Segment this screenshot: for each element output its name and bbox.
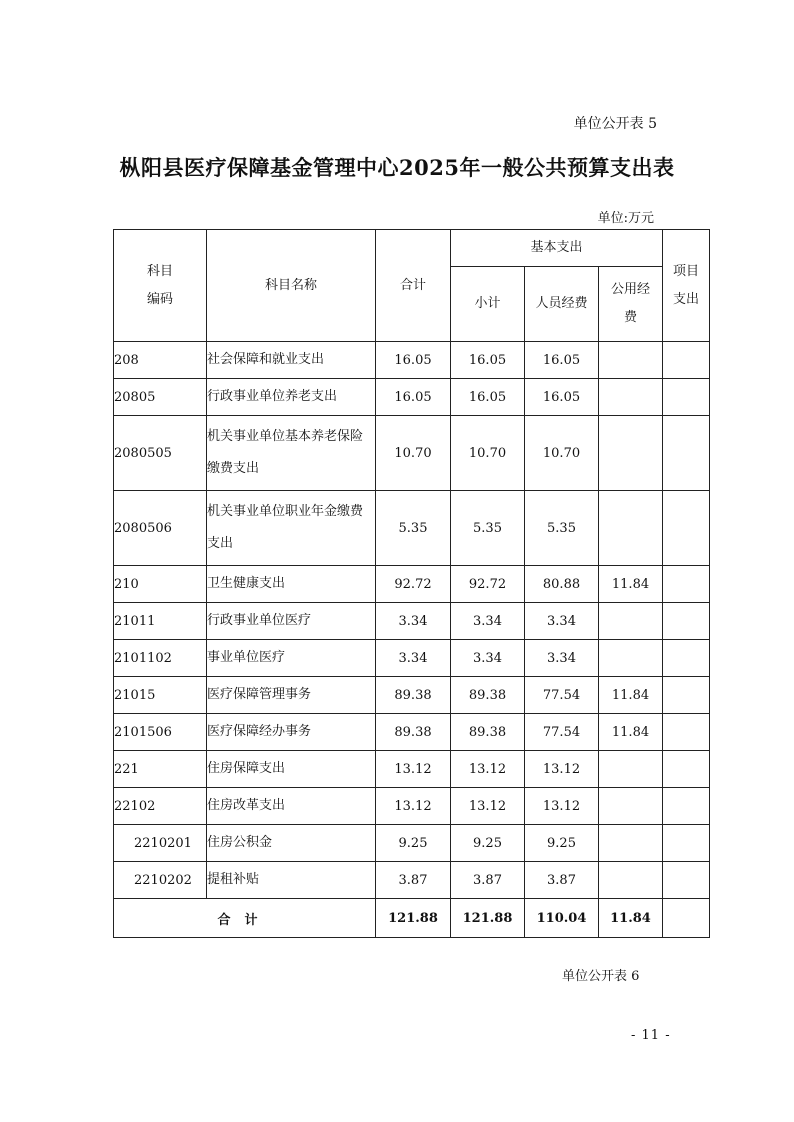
header-project — [663, 230, 710, 342]
table-row — [114, 788, 710, 825]
unit-label: 单位:万元 — [597, 211, 654, 226]
cell-project — [663, 825, 710, 862]
cell-name: 行政事业单位医疗 — [207, 603, 376, 640]
header-name: 科目名称 — [207, 230, 376, 342]
cell-name: 提租补贴 — [207, 862, 376, 899]
cell-project — [663, 379, 710, 416]
cell-public — [599, 342, 663, 379]
header-project-line1: 项目 — [672, 263, 699, 279]
cell-project — [663, 862, 710, 899]
cell-project — [663, 566, 710, 603]
cell-code: 22102 — [114, 788, 207, 825]
table-row — [114, 862, 710, 899]
total-project — [663, 899, 710, 938]
total-public: 11.84 — [599, 899, 663, 938]
cell-name: 住房公积金 — [207, 825, 376, 862]
cell-code: 20805 — [114, 379, 207, 416]
cell-public — [599, 603, 663, 640]
cell-public — [599, 825, 663, 862]
header-project-line2: 支出 — [672, 291, 699, 307]
cell-code: 2210201 — [114, 825, 207, 862]
cell-total: 92.72 — [376, 566, 451, 603]
cell-total: 89.38 — [376, 677, 451, 714]
form-tag: 单位公开表 5 — [573, 116, 657, 132]
cell-total: 13.12 — [376, 751, 451, 788]
table-row — [114, 566, 710, 603]
cell-code: 2080506 — [114, 491, 207, 566]
cell-total: 13.12 — [376, 788, 451, 825]
table-row — [114, 677, 710, 714]
cell-subtotal: 13.12 — [451, 751, 525, 788]
header-public-line1: 公用经 — [610, 282, 650, 297]
total-row — [114, 899, 710, 938]
cell-public: 11.84 — [599, 566, 663, 603]
cell-project — [663, 342, 710, 379]
table-row — [114, 491, 710, 566]
total-label: 合计 — [114, 899, 376, 938]
cell-personnel: 16.05 — [525, 342, 599, 379]
cell-total: 3.34 — [376, 640, 451, 677]
cell-public — [599, 640, 663, 677]
cell-name: 卫生健康支出 — [207, 566, 376, 603]
cell-project — [663, 491, 710, 566]
header-row-top — [114, 230, 710, 267]
cell-code: 221 — [114, 751, 207, 788]
cell-total: 16.05 — [376, 379, 451, 416]
table-body — [114, 342, 710, 938]
cell-subtotal: 16.05 — [451, 342, 525, 379]
cell-subtotal: 3.87 — [451, 862, 525, 899]
cell-total: 3.87 — [376, 862, 451, 899]
header-code — [114, 230, 207, 342]
cell-project — [663, 603, 710, 640]
cell-project — [663, 640, 710, 677]
cell-personnel: 77.54 — [525, 714, 599, 751]
total-subtotal: 121.88 — [451, 899, 525, 938]
table-row — [114, 342, 710, 379]
header-public — [599, 267, 663, 342]
cell-code: 2101506 — [114, 714, 207, 751]
cell-project — [663, 788, 710, 825]
cell-name: 机关事业单位职业年金缴费支出 — [207, 491, 376, 566]
cell-name: 行政事业单位养老支出 — [207, 379, 376, 416]
budget-table — [113, 229, 710, 938]
table-row — [114, 751, 710, 788]
cell-name: 事业单位医疗 — [207, 640, 376, 677]
cell-code: 21011 — [114, 603, 207, 640]
cell-public — [599, 788, 663, 825]
cell-personnel: 9.25 — [525, 825, 599, 862]
cell-code: 2080505 — [114, 416, 207, 491]
cell-total: 10.70 — [376, 416, 451, 491]
cell-subtotal: 10.70 — [451, 416, 525, 491]
cell-project — [663, 416, 710, 491]
cell-personnel: 16.05 — [525, 379, 599, 416]
cell-total: 5.35 — [376, 491, 451, 566]
cell-name: 机关事业单位基本养老保险缴费支出 — [207, 416, 376, 491]
cell-name: 住房保障支出 — [207, 751, 376, 788]
cell-subtotal: 13.12 — [451, 788, 525, 825]
header-code-line2: 编码 — [146, 291, 173, 307]
cell-subtotal: 16.05 — [451, 379, 525, 416]
cell-public: 11.84 — [599, 677, 663, 714]
cell-project — [663, 714, 710, 751]
cell-total: 3.34 — [376, 603, 451, 640]
cell-personnel: 5.35 — [525, 491, 599, 566]
cell-public — [599, 379, 663, 416]
table-row — [114, 416, 710, 491]
cell-personnel: 13.12 — [525, 751, 599, 788]
cell-project — [663, 677, 710, 714]
total-total: 121.88 — [376, 899, 451, 938]
cell-subtotal: 89.38 — [451, 714, 525, 751]
cell-project — [663, 751, 710, 788]
cell-subtotal: 3.34 — [451, 640, 525, 677]
cell-subtotal: 89.38 — [451, 677, 525, 714]
header-subtotal: 小计 — [451, 267, 525, 342]
cell-personnel: 80.88 — [525, 566, 599, 603]
page-title: 枞阳县医疗保障基金管理中心2025年一般公共预算支出表 — [119, 155, 675, 180]
header-public-line2: 费 — [623, 310, 637, 325]
cell-personnel: 3.34 — [525, 640, 599, 677]
cell-total: 89.38 — [376, 714, 451, 751]
cell-code: 2210202 — [114, 862, 207, 899]
cell-personnel: 10.70 — [525, 416, 599, 491]
table-row — [114, 603, 710, 640]
cell-subtotal: 3.34 — [451, 603, 525, 640]
cell-code: 2101102 — [114, 640, 207, 677]
cell-personnel: 13.12 — [525, 788, 599, 825]
cell-public — [599, 862, 663, 899]
cell-code: 208 — [114, 342, 207, 379]
table-row — [114, 714, 710, 751]
cell-name: 医疗保障管理事务 — [207, 677, 376, 714]
cell-personnel: 77.54 — [525, 677, 599, 714]
table-row — [114, 379, 710, 416]
cell-personnel: 3.34 — [525, 603, 599, 640]
cell-name: 医疗保障经办事务 — [207, 714, 376, 751]
table-row — [114, 640, 710, 677]
cell-name: 社会保障和就业支出 — [207, 342, 376, 379]
cell-name: 住房改革支出 — [207, 788, 376, 825]
page-number: - 11 - — [631, 1028, 671, 1043]
cell-total: 9.25 — [376, 825, 451, 862]
cell-code: 210 — [114, 566, 207, 603]
header-total: 合计 — [376, 230, 451, 342]
header-code-line1: 科目 — [146, 263, 173, 279]
header-personnel: 人员经费 — [525, 267, 599, 342]
cell-public — [599, 751, 663, 788]
table-row — [114, 825, 710, 862]
header-basic: 基本支出 — [451, 230, 663, 267]
total-personnel: 110.04 — [525, 899, 599, 938]
cell-public: 11.84 — [599, 714, 663, 751]
cell-subtotal: 9.25 — [451, 825, 525, 862]
cell-code: 21015 — [114, 677, 207, 714]
cell-subtotal: 92.72 — [451, 566, 525, 603]
cell-total: 16.05 — [376, 342, 451, 379]
cell-public — [599, 491, 663, 566]
next-form-tag: 单位公开表 6 — [562, 969, 640, 984]
cell-public — [599, 416, 663, 491]
cell-subtotal: 5.35 — [451, 491, 525, 566]
cell-personnel: 3.87 — [525, 862, 599, 899]
